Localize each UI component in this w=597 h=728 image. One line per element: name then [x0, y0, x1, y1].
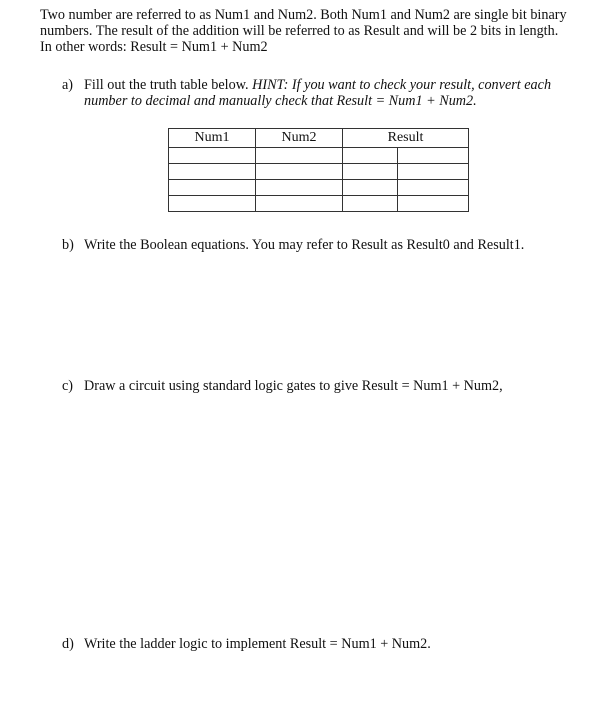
table-cell-result1[interactable]: [343, 196, 398, 212]
intro-line-2: numbers. The result of the addition will be referred to as Result and will be 2 bits in length.: [40, 23, 559, 39]
table-cell-result0[interactable]: [398, 196, 469, 212]
table-cell-num2[interactable]: [256, 196, 343, 212]
table-row: [169, 164, 469, 180]
question-d-text: Write the ladder logic to implement Result = Num1 + Num2.: [84, 636, 431, 652]
question-b-text: Write the Boolean equations. You may refer to Result as Result0 and Result1.: [84, 237, 525, 253]
table-cell-result0[interactable]: [398, 148, 469, 164]
table-row: [169, 196, 469, 212]
table-cell-result1[interactable]: [343, 180, 398, 196]
table-cell-result1[interactable]: [343, 148, 398, 164]
table-cell-num1[interactable]: [169, 148, 256, 164]
question-a-text: Fill out the truth table below.: [84, 77, 253, 93]
question-d-letter: d): [62, 636, 74, 652]
table-cell-result0[interactable]: [398, 180, 469, 196]
table-cell-num2[interactable]: [256, 148, 343, 164]
intro-line-3: In other words: Result = Num1 + Num2: [40, 39, 268, 55]
table-cell-result0[interactable]: [398, 164, 469, 180]
table-row: [169, 180, 469, 196]
header-num2: Num2: [256, 129, 343, 148]
question-c-text: Draw a circuit using standard logic gates to give Result = Num1 + Num2,: [84, 378, 503, 394]
truth-table-header-row: [169, 129, 469, 148]
question-a-letter: a): [62, 77, 74, 93]
question-c-letter: c): [62, 378, 74, 394]
question-a-hint: HINT: If you want to check your result, convert each: [252, 77, 552, 93]
truth-table: [168, 128, 469, 212]
table-cell-num1[interactable]: [169, 164, 256, 180]
table-cell-num1[interactable]: [169, 196, 256, 212]
intro-line-1: Two number are referred to as Num1 and Num2. Both Num1 and Num2 are single bit binary: [40, 7, 567, 23]
table-row: [169, 148, 469, 164]
question-c: [62, 378, 503, 394]
question-b: [62, 237, 524, 253]
table-cell-result1[interactable]: [343, 164, 398, 180]
table-cell-num2[interactable]: [256, 164, 343, 180]
table-cell-num2[interactable]: [256, 180, 343, 196]
table-cell-num1[interactable]: [169, 180, 256, 196]
header-result: Result: [343, 129, 469, 148]
intro-paragraph: [40, 7, 596, 55]
question-b-letter: b): [62, 237, 74, 253]
question-a: [62, 77, 551, 109]
header-num1: Num1: [169, 129, 256, 148]
question-a-hint-line-2: number to decimal and manually check that Result = Num1 + Num2.: [84, 93, 477, 109]
question-d: [62, 636, 431, 652]
